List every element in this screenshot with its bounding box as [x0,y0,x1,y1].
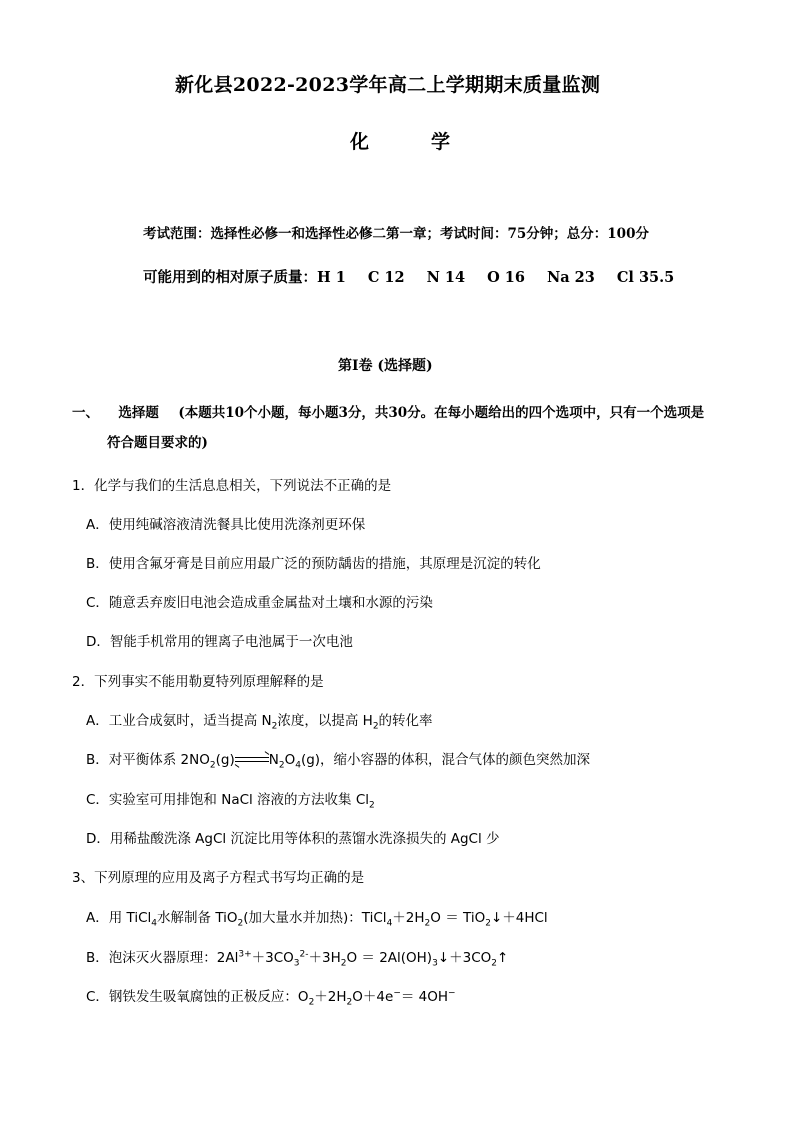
question-1-option-a: A．使用纯碱溶液清洗餐具比使用洗涤剂更环保 [86,517,366,533]
question-2-option-d: D．用稀盐酸洗涤 AgCl 沉淀比用等体积的蒸馏水洗涤损失的 AgCl 少 [86,831,500,847]
subject-part1: 化 [350,131,370,153]
atomic-mass-na: Na 23 [546,269,595,286]
question-1-option-c: C．随意丢弃废旧电池会造成重金属盐对土壤和水源的污染 [86,595,433,611]
atomic-mass-cl: Cl 35.5 [616,269,675,286]
atomic-mass-h: H 1 [317,269,346,286]
subject-part2: 学 [431,131,451,153]
question-1-option-b: B．使用含氟牙膏是目前应用最广泛的预防龋齿的措施，其原理是沉淀的转化 [86,556,541,572]
question-1-option-d: D．智能手机常用的锂离子电池属于一次电池 [86,634,353,650]
subject-title [350,127,450,154]
question-3-stem: 3、下列原理的应用及离子方程式书写均正确的是 [72,870,365,886]
section-number: 一、 [72,405,99,421]
question-3-option-b: B．泡沫灭火器原理：$2Al^{3+}+3CO_3^{2-}+3H_2O$ ＝ $2Al(OH)_3↓+3CO_2↑$ [86,949,509,969]
section-name: 选择题 [118,405,159,421]
question-3-option-c: C．钢铁发生吸氧腐蚀的正极反应：$O_2+2H_2O+4e^-= 4OH^-$ [86,988,456,1008]
question-1-stem: 1．化学与我们的生活息息相关，下列说法不正确的是 [72,478,392,494]
atomic-mass-line [143,266,674,287]
atomic-mass-n: N 14 [426,269,466,286]
section-desc-line2: 符合题目要求的) [107,435,208,451]
part-title: 第Ⅰ卷 (选择题) [338,358,433,374]
question-2-stem: 2．下列事实不能用勒夏特列原理解释的是 [72,674,324,690]
section-desc-line1: (本题共10个小题，每小题3分，共30分。在每小题给出的四个选项中，只有一个选项是 [178,405,705,421]
equilibrium-arrow-icon [235,755,269,765]
exam-title: 新化县2022-2023学年高二上学期期末质量监测 [175,74,601,96]
question-3-option-a: A．用 TiCl$_4$水解制备 TiO$_2$(加大量水并加热)：$TiCl_4+2H_2O$ ＝ TiO$_2$↓＋4HCl [86,910,548,929]
atomic-mass-o: O 16 [487,269,525,286]
atomic-mass-label: 可能用到的相对原子质量： [143,269,317,286]
question-2-option-b: B．对平衡体系 $2NO_2(g)$ $N_2O_4(g)$，缩小容器的体积，混合气体的颜色突然加深 [86,752,591,771]
question-2-option-a: A．工业合成氨时，适当提高 $N_2$浓度，以提高 $H_2$的转化率 [86,713,433,732]
atomic-mass-c: C 12 [367,269,405,286]
question-2-option-c: C．实验室可用排饱和 NaCl 溶液的方法收集 $Cl_2$ [86,792,375,811]
exam-info: 考试范围：选择性必修一和选择性必修二第一章；考试时间：75分钟；总分：100分 [143,226,649,242]
section-heading [72,401,704,421]
